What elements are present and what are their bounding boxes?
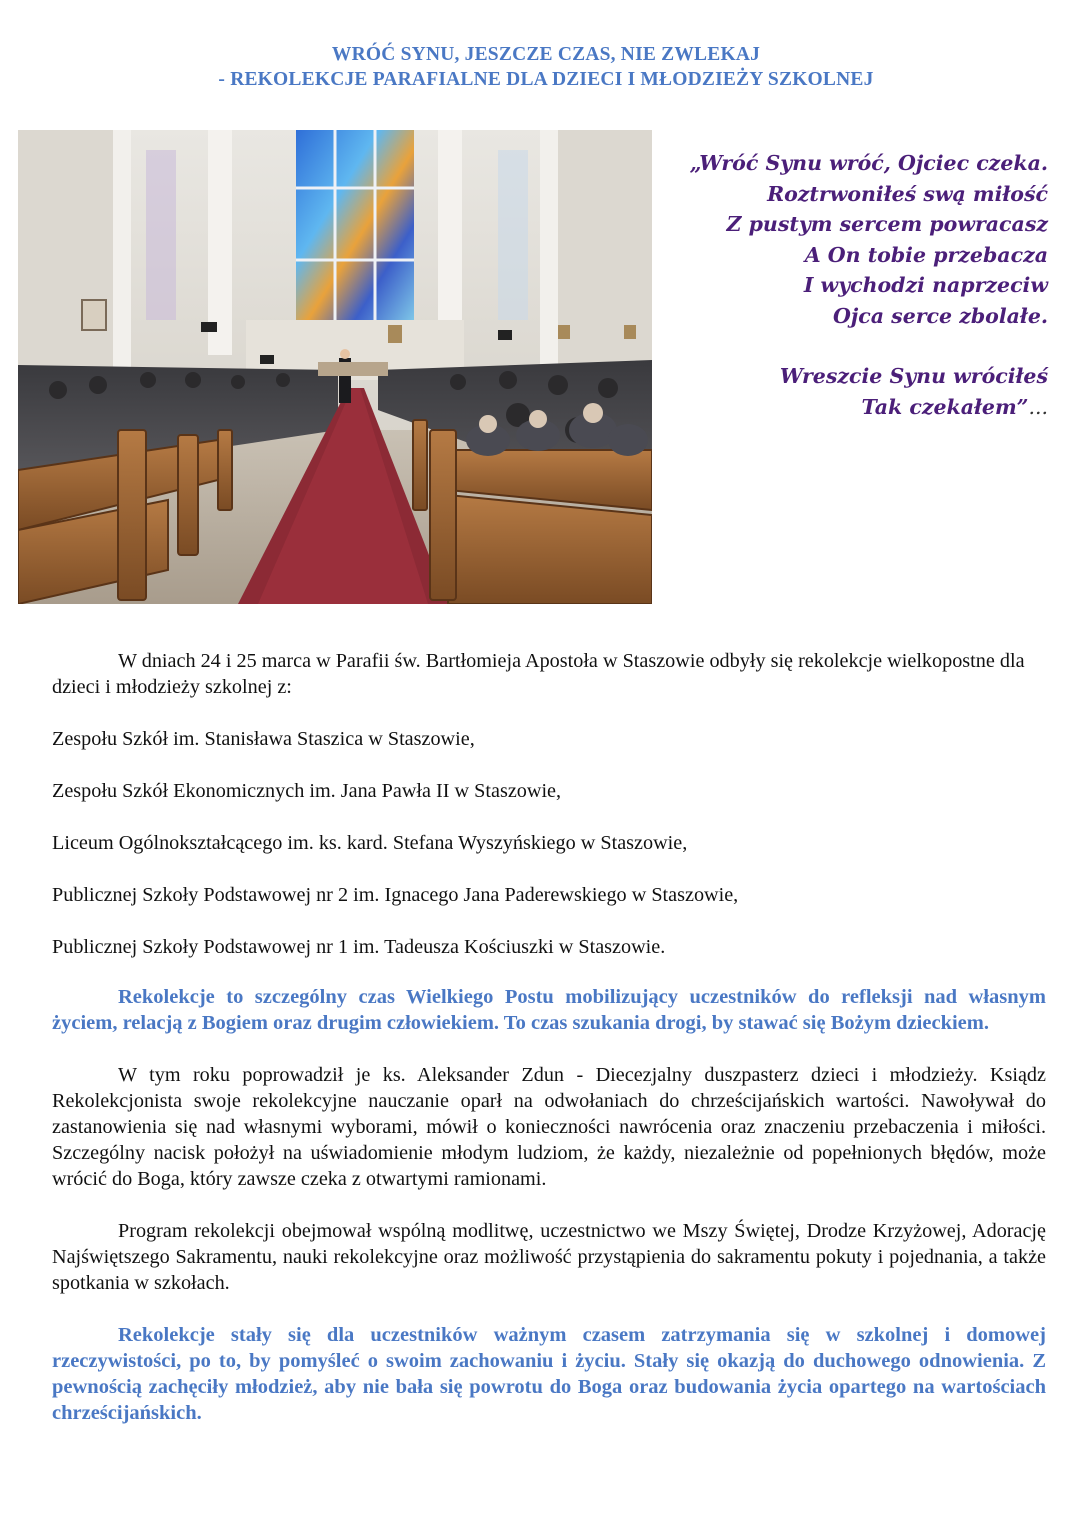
school-item: Publicznej Szkoły Podstawowej nr 2 im. Ignacego Jana Paderewskiego w Staszowie,	[52, 884, 739, 906]
program-paragraph: Program rekolekcji obejmował wspólną modlitwę, uczestnictwo we Mszy Świętej, Drodze Krzyżowej, Adorację Najświętszego Sakramentu, nauki rekolekcyjne oraz możliwość przystąpienia do sakramentu pokuty i pojednania, a także spotkania w szkołach.	[52, 1220, 1046, 1294]
poem-line: Ojca serce zbolałe.	[832, 303, 1048, 328]
title-line-1: WRÓĆ SYNU, JESZCZE CZAS, NIE ZWLEKAJ	[331, 44, 761, 65]
intro-paragraph: W dniach 24 i 25 marca w Parafii św. Bartłomieja Apostoła w Staszowie odbyły się rekolekcje wielkopostne dla dzieci i młodzieży szkolnej z:	[52, 650, 1025, 698]
highlight-paragraph-1: Rekolekcje to szczególny czas Wielkiego Postu mobilizujący uczestników do refleksji nad własnym życiem, relacją z Bogiem oraz drugim człowiekiem. To czas szukania drogi, by stawać się Bożym dzieckiem.	[52, 986, 1046, 1034]
church-interior-photo	[18, 130, 652, 604]
poem-quote	[648, 148, 1048, 422]
poem-line: „Wróć Synu wróć, Ojciec czeka.	[689, 151, 1048, 175]
poem-line: Wreszcie Synu wróciłeś	[779, 364, 1048, 388]
school-item: Publicznej Szkoły Podstawowej nr 1 im. Tadeusza Kościuszki w Staszowie.	[52, 936, 666, 958]
highlight-paragraph-2: Rekolekcje stały się dla uczestników ważnym czasem zatrzymania się w szkolnej i domowej rzeczywistości, po to, by pomyśleć o swoim zachowaniu i życiu. Stały się okazją do duchowego odnowienia. Z pewnością zachęciły młodzież, aby nie bała się powrotu do Boga oraz budowania życia opartego na wartościach chrześcijańskich.	[52, 1324, 1046, 1424]
poem-ellipsis: ...	[1028, 394, 1048, 419]
poem-line: I wychodzi naprzeciw	[803, 273, 1048, 297]
school-item: Zespołu Szkół Ekonomicznych im. Jana Pawła II w Staszowie,	[52, 780, 562, 802]
poem-line-last	[648, 392, 1048, 423]
school-item: Zespołu Szkół im. Stanisława Staszica w Staszowie,	[52, 728, 475, 750]
poem-line: Roztrwoniłeś swą miłość	[767, 181, 1048, 206]
preacher-paragraph: W tym roku poprowadził je ks. Aleksander Zdun - Diecezjalny duszpasterz dzieci i młodzieży. Ksiądz Rekolekcjonista swoje rekolekcyjne nauczanie oparł na odwołaniach do chrześcijańskich wartości. Nawoływał do zastanowienia się nad własnymi wyborami, mówił o konieczności nawrócenia oraz znaczeniu przebaczenia i miłości. Szczególny nacisk położył na uświadomienie młodym ludziom, że każdy, niezależnie od popełnionych błędów, może wrócić do Boga, który zawsze czeka z otwartymi ramionami.	[52, 1064, 1046, 1190]
poem-line: Z pustym sercem powracasz	[726, 212, 1048, 236]
page-title	[0, 42, 1092, 92]
school-item: Liceum Ogólnokształcącego im. ks. kard. Stefana Wyszyńskiego w Staszowie,	[52, 832, 688, 854]
article-body	[52, 648, 1046, 1426]
poem-line: A On tobie przebacza	[804, 242, 1048, 267]
poem-line-8-text: Tak czekałem”	[861, 394, 1029, 419]
title-line-2: - REKOLEKCJE PARAFIALNE DLA DZIECI I MŁODZIEŻY SZKOLNEJ	[218, 69, 874, 90]
